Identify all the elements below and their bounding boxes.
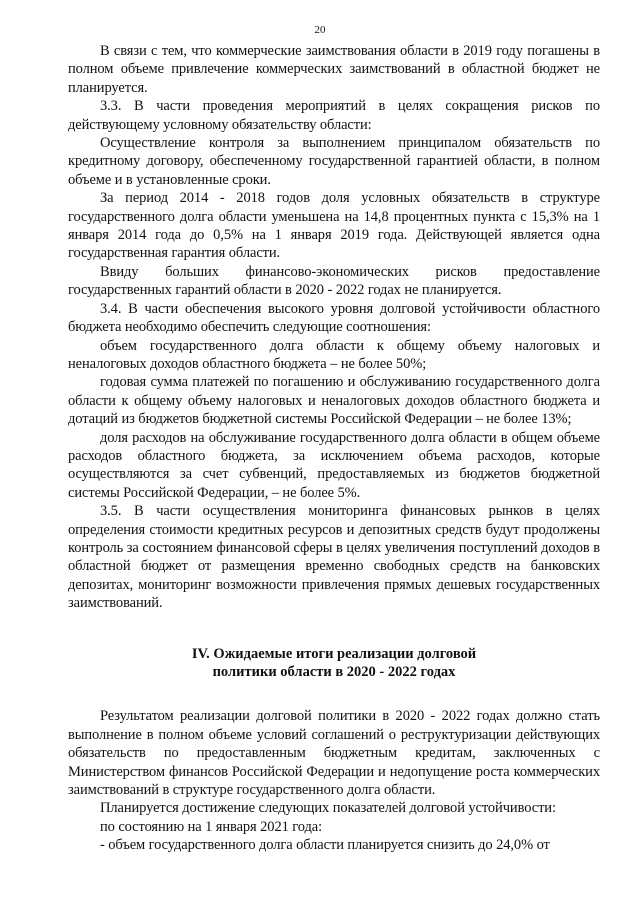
paragraph: 3.4. В части обеспечения высокого уровня долговой устойчивости областного бюджета необходимо обеспечить следующие соотношения: — [68, 300, 600, 336]
paragraph: доля расходов на обслуживание государственного долга области в общем объеме расходов областного бюджета, за исключением объема расходов, которые осуществляются за счет субвенций, предоставляемых из бюджетов бюджетной системы Российской Федерации, – не более 5%. — [68, 429, 600, 501]
page-number: 20 — [314, 24, 326, 36]
paragraph: 3.5. В части осуществления мониторинга финансовых рынков в целях определения стоимости кредитных ресурсов и депозитных средств будут продолжены контроль за состоянием финансовой сферы в целях увеличения поступлений доходов в областной бюджет от размещения временно свободных средств на банковских депозитах, мониторинг возможности привлечения прямых дешевых государственных заимствований. — [68, 503, 600, 612]
paragraph: За период 2014 - 2018 годов доля условных обязательств в структуре государственного долга области уменьшена на 14,8 процентных пункта с 15,3% на 1 января 2014 года до 0,5% на 1 января 2019 года. Действующей является одна государственная гарантия области. — [68, 190, 600, 262]
paragraph: годовая сумма платежей по погашению и обслуживанию государственного долга области к общему объему налоговых и неналоговых доходов областного бюджета и дотаций из бюджетов бюджетной системы Российской Федерации – не более 13%; — [68, 374, 600, 428]
section-heading-line: IV. Ожидаемые итоги реализации долговой — [191, 645, 477, 662]
document-body — [68, 42, 600, 855]
paragraph: объем государственного долга области к общему объему налоговых и неналоговых доходов областного бюджета – не более 50%; — [68, 337, 600, 372]
section-heading — [68, 645, 600, 682]
paragraph: В связи с тем, что коммерческие заимствования области в 2019 году погашены в полном объеме привлечение коммерческих заимствований в областной бюджет не планируется. — [68, 43, 600, 96]
paragraph: Ввиду больших финансово-экономических рисков предоставление государственных гарантий области в 2020 - 2022 годах не планируется. — [68, 263, 600, 299]
paragraph: Результатом реализации долговой политики в 2020 - 2022 годах должно стать выполнение в полном объеме условий соглашений о реструктуризации действующих обязательств по предоставленным бюджетным кредитам, заключенных с Министерством финансов Российской Федерации и недопущение роста коммерческих заимствований в структуре государственного долга области. — [68, 708, 600, 799]
paragraph: 3.3. В части проведения мероприятий в целях сокращения рисков по действующему условному обязательству области: — [68, 98, 600, 133]
spacer — [68, 681, 600, 707]
paragraph: по состоянию на 1 января 2021 года: — [100, 818, 323, 835]
paragraph: Осуществление контроля за выполнением принципалом обязательств по кредитному договору, обеспеченному государственной гарантией области, в полном объеме и в установленные сроки. — [68, 135, 600, 188]
paragraph: Планируется достижение следующих показателей долговой устойчивости: — [100, 800, 556, 817]
section-heading-line: политики области в 2020 - 2022 годах — [212, 664, 456, 680]
paragraph: - объем государственного долга области планируется снизить до 24,0% от — [100, 837, 550, 854]
